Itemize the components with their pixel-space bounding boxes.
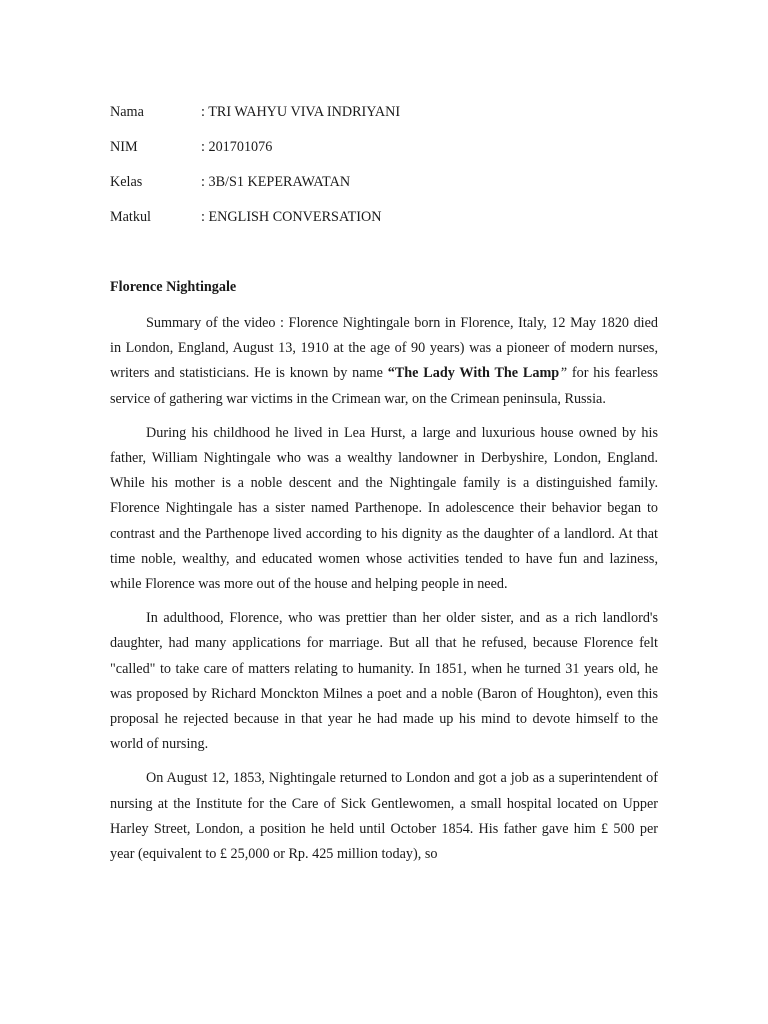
- paragraph-summary: [110, 311, 658, 412]
- student-info-table: [110, 102, 670, 242]
- paragraph-career: On August 12, 1853, Nightingale returned to London and got a job as a superintendent of nursing at the Institute for the Care of Sick Gentlewomen, a small hospital located on Upper Harley Street, London, a position he held until October 1854. His father gave him £ 500 per year (equivalent to £ 25,000 or Rp. 425 million today), so: [110, 770, 658, 863]
- info-label: NIM: [110, 139, 138, 155]
- info-value: : TRI WAHYU VIVA INDRIYANI: [201, 104, 401, 120]
- info-row-kelas: [110, 172, 670, 207]
- info-row-matkul: [110, 207, 670, 242]
- info-row-nim: [110, 137, 670, 172]
- paragraph-adulthood: In adulthood, Florence, who was prettier than her older sister, and as a rich landlord's daughter, had many applications for marriage. But all that he refused, because Florence felt "called" to take care of matters relating to humanity. In 1851, when he turned 31 years old, he was proposed by Richard Monckton Milnes a poet and a noble (Baron of Houghton), even this proposal he rejected because in that year he had made up his mind to devote himself to the world of nursing.: [110, 610, 658, 753]
- emphasis-italic: ”: [559, 365, 568, 382]
- info-value: : 201701076: [201, 139, 273, 155]
- info-value: : ENGLISH CONVERSATION: [201, 209, 382, 225]
- paragraph-childhood: During his childhood he lived in Lea Hurst, a large and luxurious house owned by his father, William Nightingale who was a wealthy landowner in Derbyshire, London, England. While his mother is a noble descent and the Nightingale family is a distinguished family. Florence Nightingale has a sister named Parthenope. In adolescence their behavior began to contrast and the Parthenope lived according to his dignity as the daughter of a landlord. At that time noble, wealthy, and educated women whose activities tended to have fun and laziness, while Florence was more out of the house and helping people in need.: [110, 424, 658, 593]
- document-title: Florence Nightingale: [110, 279, 237, 295]
- paragraph-text: for his fearless service of gathering war victims in the Crimean war, on the Crimean peninsula, Russia.: [110, 365, 658, 407]
- info-row-nama: [110, 102, 670, 137]
- paragraph-text: Summary of the video : Florence Nightingale born in Florence, Italy, 12 May 1820 died in London, England, August 13, 1910 at the age of 90 years) was a pioneer of modern nurses, writers and statisticians. He is known by name: [110, 315, 658, 382]
- document-body: [110, 311, 658, 876]
- emphasis-bold: “The Lady With The Lamp: [387, 365, 560, 382]
- info-label: Kelas: [110, 174, 143, 190]
- info-label: Matkul: [110, 209, 151, 225]
- info-label: Nama: [110, 104, 144, 120]
- info-value: : 3B/S1 KEPERAWATAN: [201, 174, 351, 190]
